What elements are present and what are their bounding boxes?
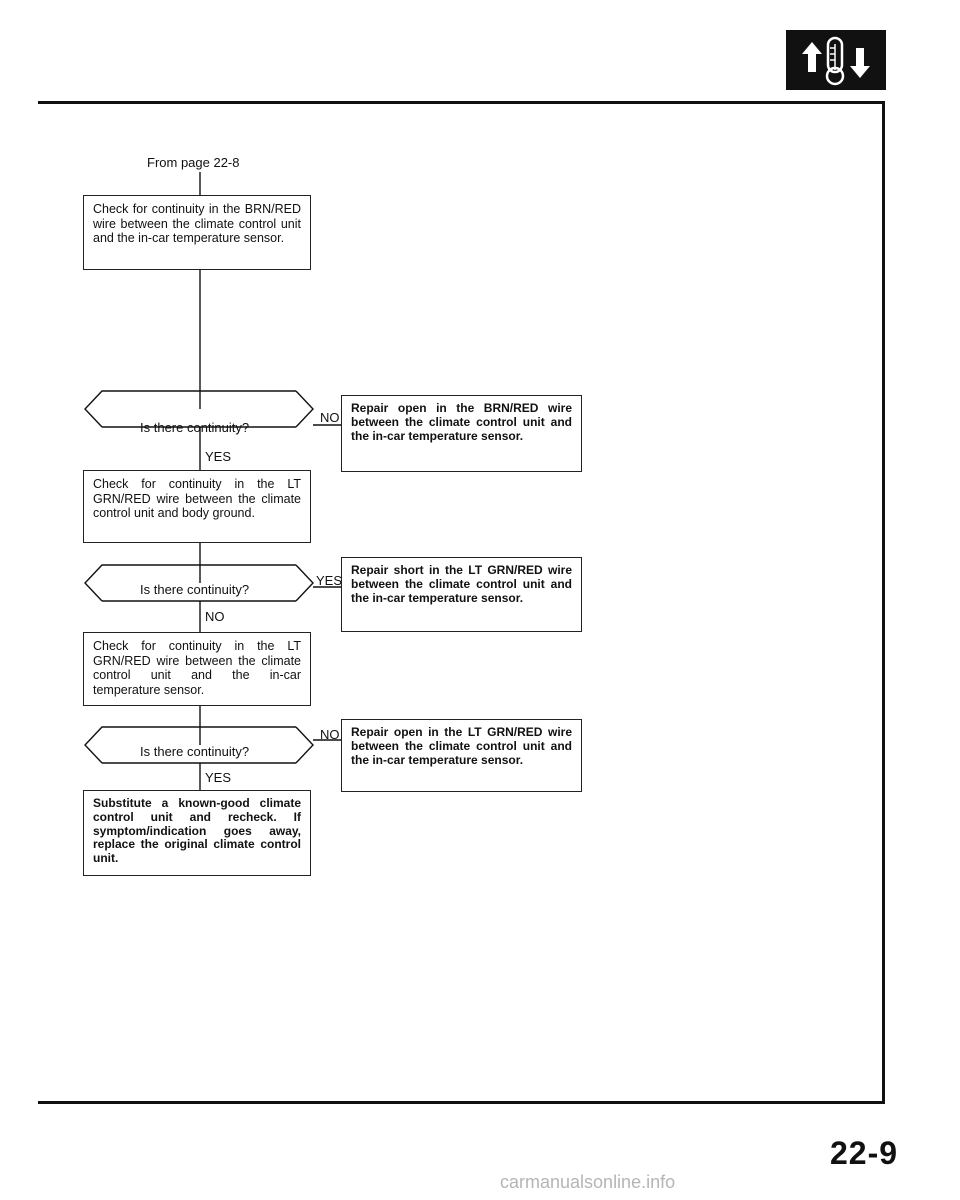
q3-yes-label: YES (205, 770, 232, 785)
result-repair-open-brn-red (341, 395, 582, 472)
page-number: 22-9 (830, 1135, 899, 1171)
step-text: Substitute a known-good climate control unit and recheck. If symptom/indication goes away, replace the original climate control unit. (93, 796, 301, 866)
step-check-lt-grn-red-sensor (83, 632, 311, 706)
step-text: Check for continuity in the LT GRN/RED wire between the climate control unit and the in-car temperature sensor. (93, 639, 301, 697)
decision-q2: Is there continuity? (140, 582, 250, 597)
from-page-label: From page 22-8 (147, 155, 240, 170)
step-substitute-climate-unit (83, 790, 311, 876)
watermark: carmanualsonline.info (500, 1172, 676, 1192)
q2-no-label: NO (205, 609, 225, 624)
q1-no-label: NO (320, 410, 340, 425)
result-repair-open-lt-grn-red (341, 719, 582, 792)
q2-yes-label: YES (316, 573, 343, 588)
result-text: Repair open in the LT GRN/RED wire between the climate control unit and the in-car temperature sensor. (351, 725, 572, 767)
step-check-lt-grn-red-ground (83, 470, 311, 543)
result-text: Repair open in the BRN/RED wire between the climate control unit and the in-car temperature sensor. (351, 401, 572, 443)
step-text: Check for continuity in the LT GRN/RED wire between the climate control unit and body ground. (93, 477, 301, 520)
decision-q1: Is there continuity? (140, 420, 250, 435)
q1-yes-label: YES (205, 449, 232, 464)
decision-q3: Is there continuity? (140, 744, 250, 759)
result-text: Repair short in the LT GRN/RED wire between the climate control unit and the in-car temperature sensor. (351, 563, 572, 605)
step-check-brn-red-continuity (83, 195, 311, 270)
result-repair-short-lt-grn-red (341, 557, 582, 632)
step-text: Check for continuity in the BRN/RED wire between the climate control unit and the in-car temperature sensor. (93, 202, 301, 245)
q3-no-label: NO (320, 727, 340, 742)
